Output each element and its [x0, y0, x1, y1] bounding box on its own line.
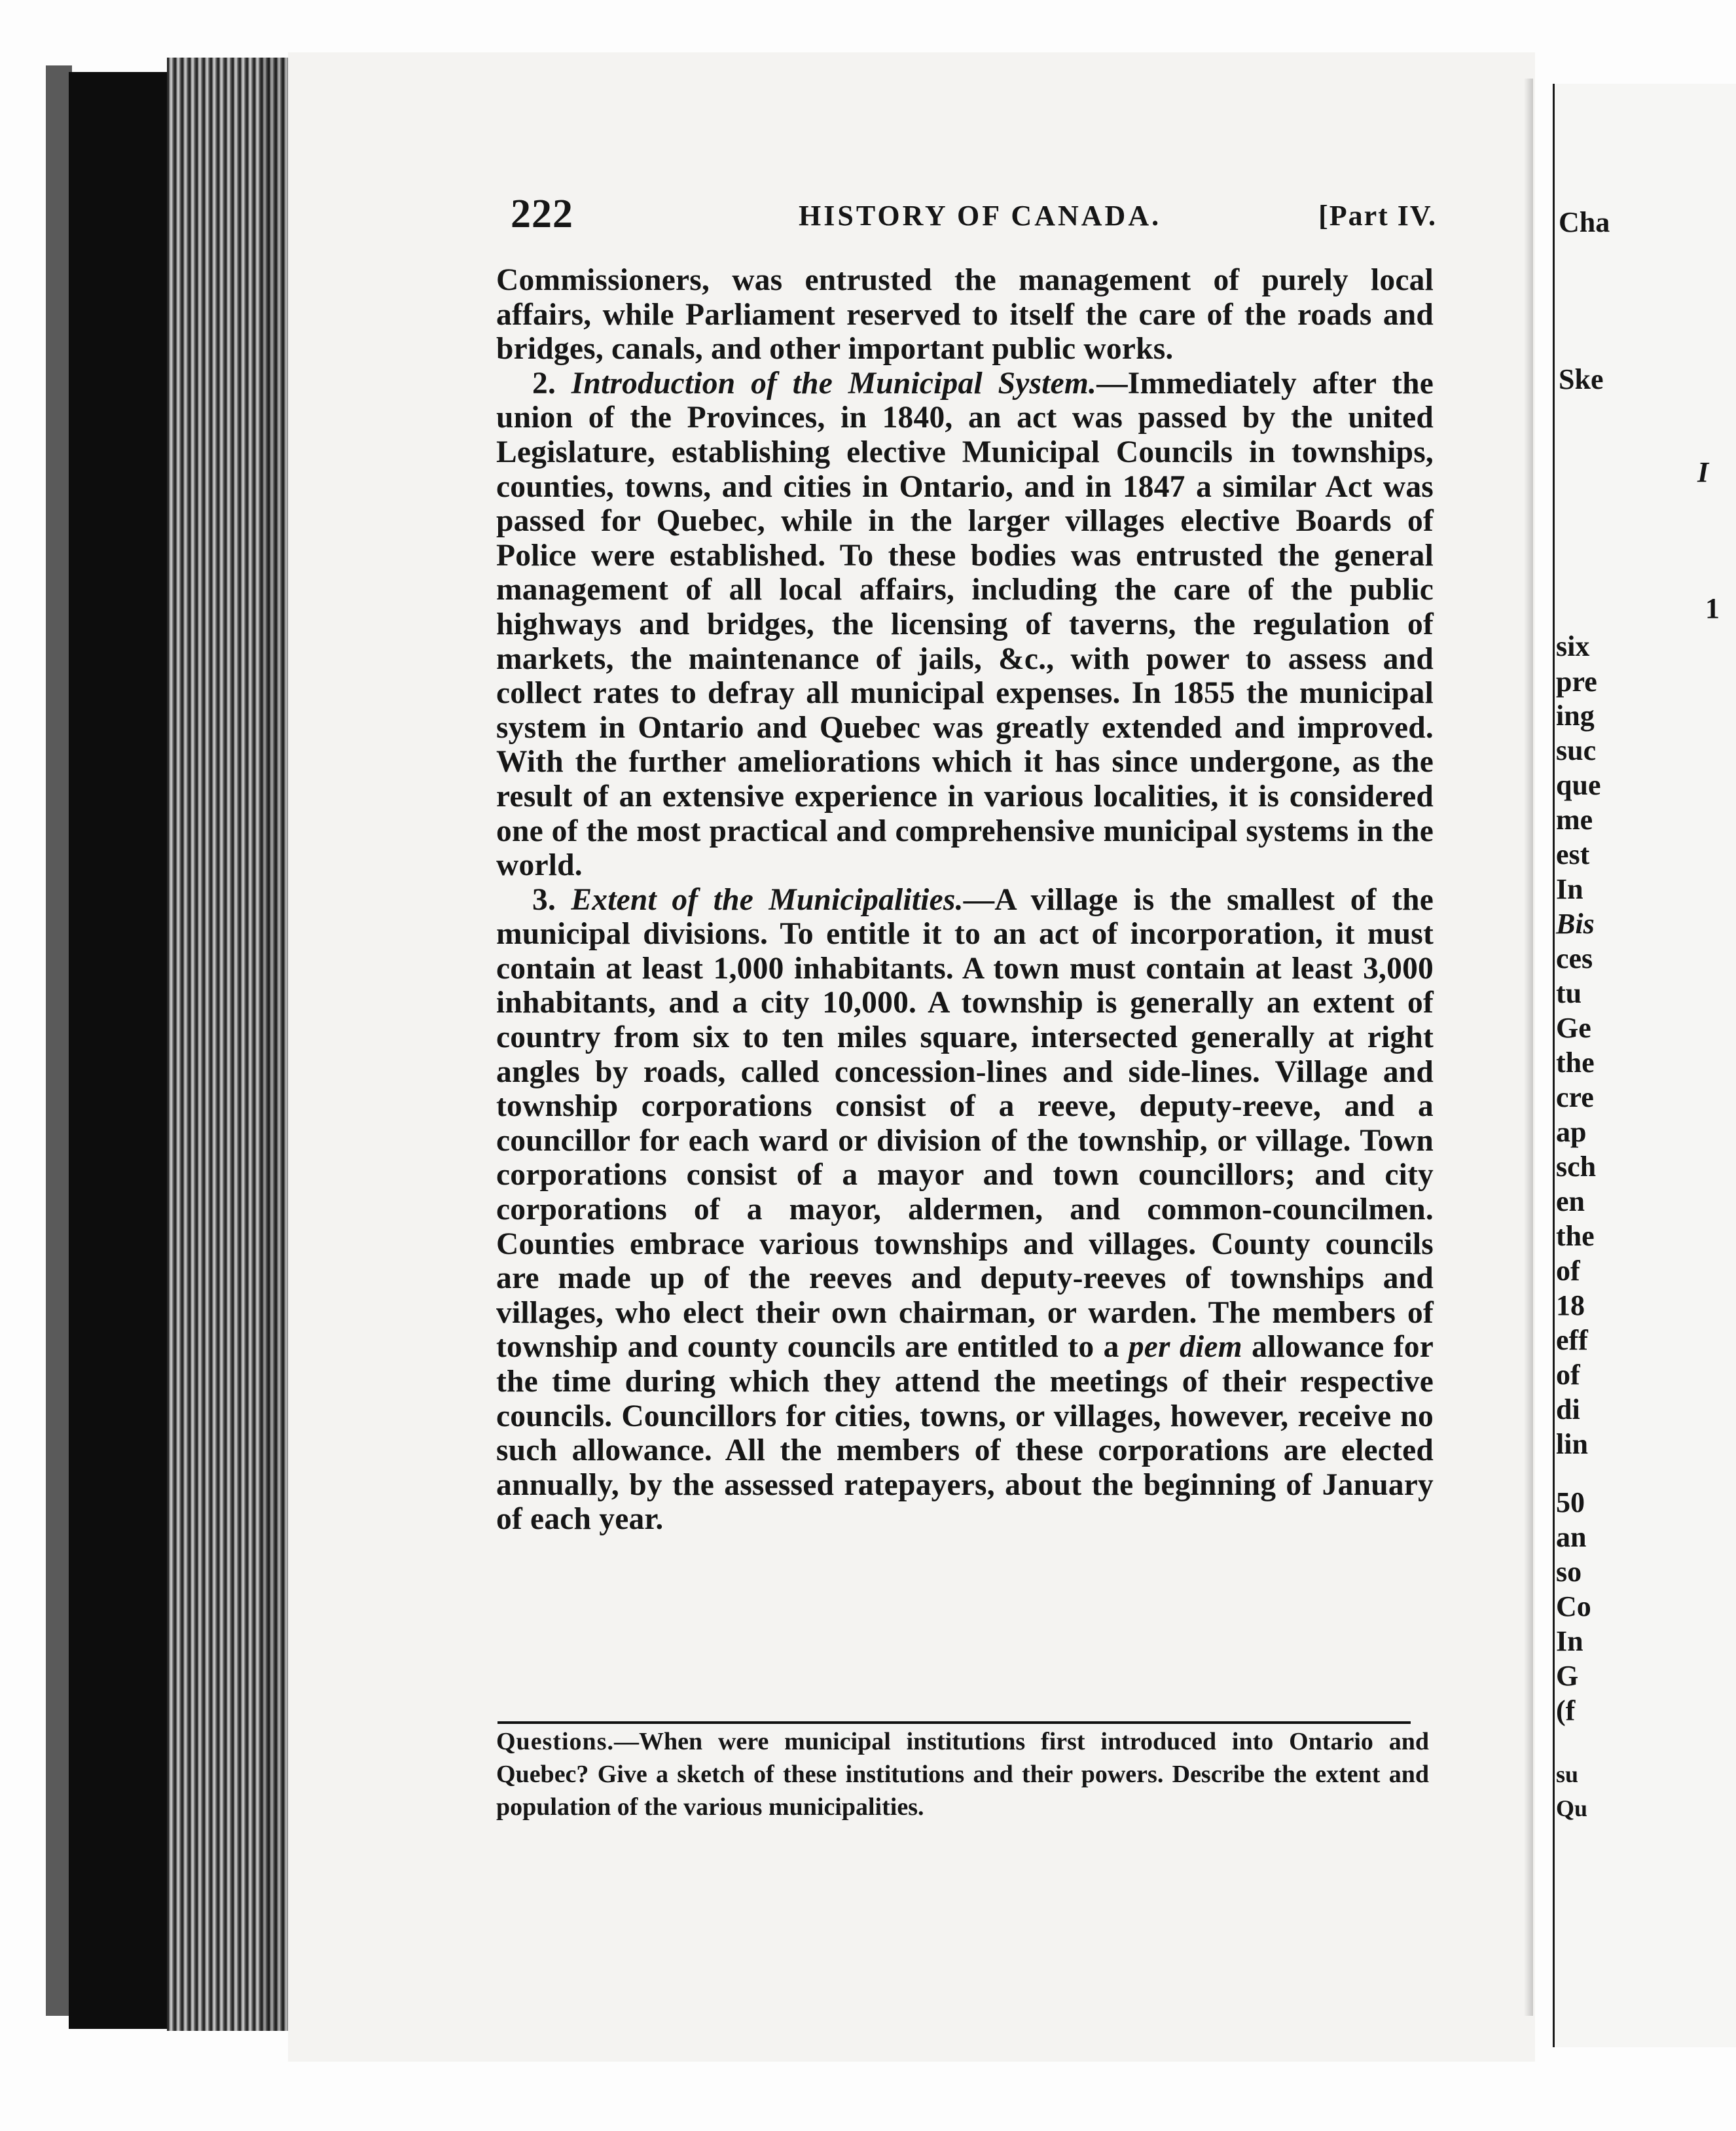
questions-block [496, 1725, 1429, 1823]
adjacent-fragment: me [1556, 804, 1593, 836]
adjacent-fragment: su [1556, 1761, 1579, 1787]
adjacent-fragment: tu [1556, 977, 1582, 1009]
adjacent-fragment: 50 [1556, 1486, 1585, 1518]
adjacent-fragment: ap [1556, 1116, 1587, 1148]
questions-text: —When were municipal institutions first introduced into Ontario and Quebec? Give a sketch of these institutions and their powers. Describe the extent and population of the various municipalities. [496, 1728, 1429, 1821]
footnote-rule [497, 1721, 1411, 1724]
adjacent-fragment: In [1556, 1625, 1583, 1657]
section-3-paragraph [496, 883, 1434, 1537]
paragraph-continuation: Commissioners, was entrusted the management of purely local affairs, while Parliament reserved to itself the care of the roads and bridges, canals, and other important public works. [496, 263, 1434, 367]
book-cover-edge [46, 65, 72, 2016]
adjacent-fragment: lin [1556, 1428, 1588, 1460]
adjacent-fragment: eff [1556, 1324, 1588, 1356]
page-body [496, 263, 1434, 1537]
adjacent-fragment: ces [1556, 942, 1593, 975]
adjacent-fragment: ing [1556, 700, 1595, 732]
adjacent-fragment: Co [1556, 1590, 1591, 1622]
section-2-number: 2. [532, 366, 556, 401]
section-2-text: —Immediately after the union of the Provinces, in 1840, an act was passed by the united Legislature, establishing elective Municipal Councils in townships, counties, towns, and cities in Ontario, and in 1847 a similar Act was passed for Quebec, while in the larger villages elective Boards of Police were established. To these bodies was entrusted the general management of all local affairs, including the care of the public highways and bridges, the licensing of taverns, the regulation of markets, the maintenance of jails, &c., with power to assess and collect rates to defray all municipal expenses. In 1855 the municipal system in Ontario and Quebec was greatly extended and improved. With the further ameliorations which it has since undergone, as the result of an extensive experience in various localities, it is considered one of the most practical and comprehensive municipal systems in the world. [496, 366, 1434, 883]
adjacent-fragment: G [1556, 1660, 1579, 1692]
page-number: 222 [511, 192, 573, 236]
part-label: [Part IV. [1318, 200, 1437, 232]
adjacent-fragment: the [1556, 1047, 1595, 1079]
section-2-paragraph [496, 367, 1434, 883]
questions-label: Questions. [496, 1728, 614, 1755]
adjacent-fragment: est [1556, 838, 1590, 870]
adjacent-fragment: en [1556, 1185, 1585, 1217]
adjacent-fragment: the [1556, 1220, 1595, 1252]
adjacent-fragment: sch [1556, 1151, 1597, 1183]
adjacent-fragment: 1 [1705, 592, 1720, 624]
section-3-number: 3. [532, 882, 556, 917]
page-gutter-shadow [1524, 79, 1533, 2016]
adjacent-fragment: di [1556, 1393, 1580, 1425]
adjacent-fragment: pre [1556, 666, 1597, 698]
adjacent-fragment: In [1556, 873, 1583, 905]
adjacent-fragment: Ske [1559, 363, 1604, 395]
adjacent-fragment: cre [1556, 1081, 1594, 1113]
adjacent-fragment: suc [1556, 734, 1597, 766]
section-3-text-a: —A village is the smallest of the municipal divisions. To entitle it to an act of incorporation, it must contain at least 1,000 inhabitants. A town must contain at least 3,000 inhabitants, and a city 10,000. A township is generally an extent of country from six to ten miles square, intersected generally at right angles by roads, called concession-lines and side-lines. Village and township corporations consist of a reeve, deputy-reeve, and a councillor for each ward or division of the township, or village. Town corporations consist of a mayor and town councillors; and city corporations of a mayor, aldermen, and common-councilmen. Counties embrace various townships and villages. County councils are made up of the reeves and deputy-reeves of townships and villages, who elect their own chairman, or warden. The members of township and county councils are entitled to a [496, 882, 1434, 1365]
adjacent-fragment: an [1556, 1521, 1587, 1553]
adjacent-fragment: six [1556, 630, 1590, 662]
adjacent-page [1553, 84, 1736, 2047]
section-2-heading: Introduction of the Municipal System. [571, 366, 1097, 401]
adjacent-fragment: Bis [1556, 908, 1595, 940]
adjacent-fragment: so [1556, 1556, 1582, 1588]
adjacent-fragment: (f [1556, 1694, 1576, 1727]
book-spine [69, 72, 167, 2029]
adjacent-fragment: 18 [1556, 1289, 1585, 1321]
adjacent-fragment: que [1556, 769, 1601, 801]
adjacent-fragment: Qu [1556, 1795, 1588, 1821]
section-3-heading: Extent of the Municipalities. [571, 882, 964, 917]
adjacent-fragment: Ge [1556, 1012, 1591, 1044]
running-title: HISTORY OF CANADA. [799, 200, 1162, 232]
adjacent-fragment: Cha [1559, 206, 1610, 238]
section-3-text-b: allowance for the time during which they attend the meetings of their respective councils. Councillors for cities, towns, or villages, however, receive no such allowance. All the members of these corporations are elected annually, by the assessed ratepayers, about the beginning of January of each year. [496, 1330, 1434, 1537]
adjacent-fragment: of [1556, 1359, 1580, 1391]
adjacent-fragment: I [1697, 456, 1709, 488]
per-diem-italic: per diem [1128, 1330, 1242, 1365]
running-head [511, 191, 1437, 250]
adjacent-fragment: of [1556, 1255, 1580, 1287]
